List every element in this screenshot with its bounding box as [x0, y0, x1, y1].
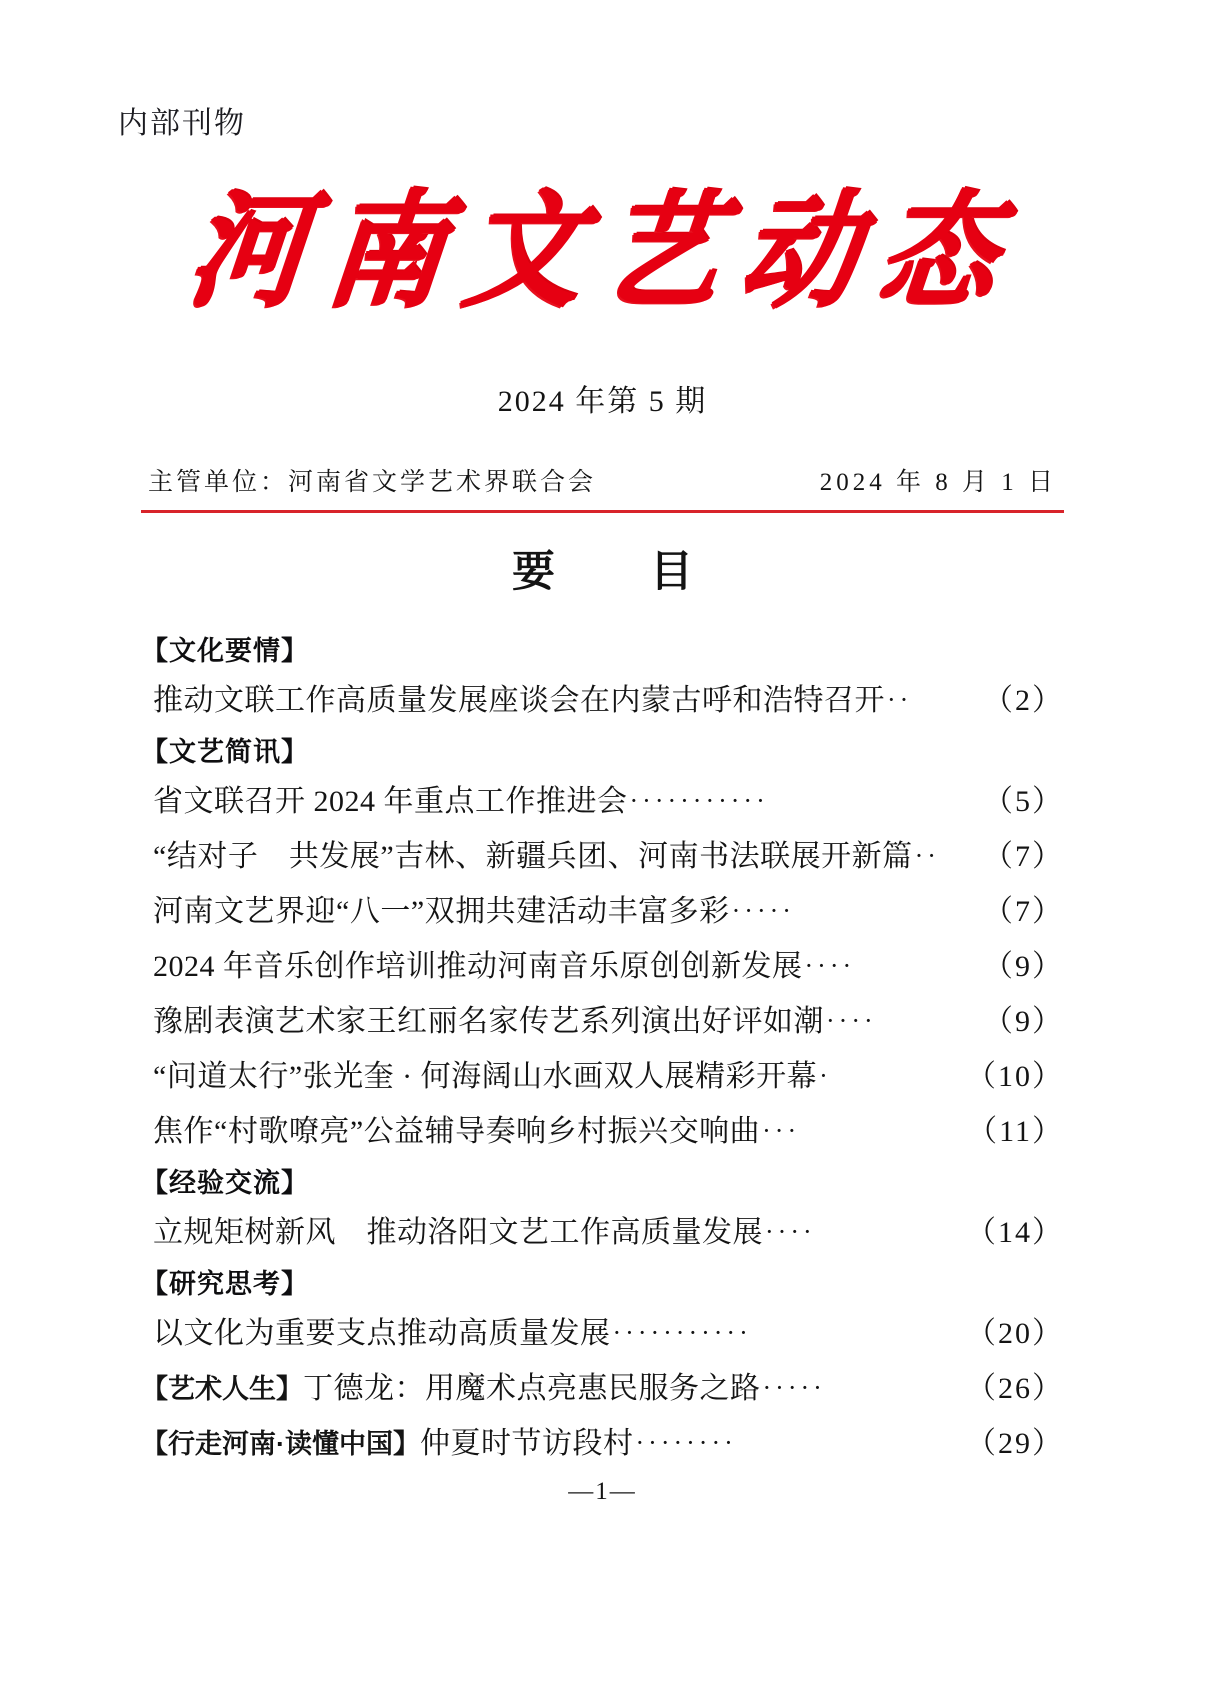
red-divider-rule [141, 510, 1064, 513]
issue-line: 2024 年第 5 期 [497, 385, 708, 418]
contents-entry-leader-dots: ····· [762, 1373, 826, 1402]
contents-entry-page-number: （5） [983, 785, 1064, 818]
contents-entry[interactable] [141, 1206, 1064, 1261]
contents-entry[interactable] [141, 1105, 1064, 1160]
contents-entry-title: 推动文联工作高质量发展座谈会在内蒙古呼和浩特召开 [153, 684, 885, 717]
contents-entry-title: 焦作“村歌嘹亮”公益辅导奏响乡村振兴交响曲 [153, 1115, 761, 1148]
contents-entry-title: 以文化为重要支点推动高质量发展 [153, 1317, 611, 1350]
contents-entry-page-number: （9） [983, 950, 1064, 983]
contents-section-header: 【文化要情】 [141, 636, 309, 666]
contents-entry-title: “问道太行”张光奎 · 何海阔山水画双人展精彩开幕 [153, 1060, 818, 1093]
contents-entry-leader-dots: ··········· [612, 1318, 752, 1347]
contents-entry-leader-dots: ········ [635, 1428, 737, 1457]
contents-entry-leader-dots: ··········· [629, 786, 769, 815]
page-number-footer: —1— [568, 1478, 637, 1505]
contents-entry-tag: 【艺术人生】 [141, 1374, 303, 1404]
publication-kicker: 内部刊物 [118, 107, 246, 140]
contents-entry-leader-dots: ···· [765, 1217, 816, 1246]
contents-section-header: 【研究思考】 [141, 1269, 309, 1299]
contents-list [141, 628, 1064, 1472]
contents-entry-page-number: （10） [966, 1060, 1064, 1093]
imprint-row [148, 462, 1057, 498]
contents-entry-page-number: （11） [967, 1115, 1064, 1148]
contents-entry[interactable] [141, 1307, 1064, 1362]
contents-entry-page-number: （29） [966, 1427, 1064, 1460]
contents-entry[interactable] [141, 1417, 1064, 1472]
masthead [0, 176, 1205, 336]
contents-entry-tag: 【行走河南·读懂中国】 [141, 1429, 420, 1459]
contents-entry-page-number: （7） [983, 895, 1064, 928]
contents-entry[interactable] [141, 674, 1064, 729]
contents-entry-title: 立规矩树新风 推动洛阳文艺工作高质量发展 [153, 1216, 763, 1249]
publication-date: 2024 年 8 月 1 日 [819, 469, 1057, 496]
contents-entry[interactable] [141, 1362, 1064, 1417]
contents-entry-page-number: （14） [966, 1216, 1064, 1249]
contents-entry-leader-dots: · [819, 1061, 832, 1090]
contents-entry-title: 2024 年音乐创作培训推动河南音乐原创创新发展 [153, 950, 803, 983]
contents-entry[interactable] [141, 775, 1064, 830]
contents-entry[interactable] [141, 885, 1064, 940]
contents-entry-title: 丁德龙：用魔术点亮惠民服务之路 [303, 1372, 761, 1405]
contents-entry-leader-dots: ··· [762, 1116, 801, 1145]
contents-section-header: 【文艺简讯】 [141, 737, 309, 767]
contents-entry[interactable] [141, 995, 1064, 1050]
contents-entry[interactable] [141, 940, 1064, 995]
contents-entry-leader-dots: ····· [731, 896, 795, 925]
contents-entry-page-number: （20） [966, 1317, 1064, 1350]
contents-entry-leader-dots: ···· [826, 1006, 877, 1035]
contents-entry-page-number: （2） [983, 684, 1064, 717]
contents-entry-leader-dots: ·· [914, 841, 940, 870]
contents-title: 要 目 [512, 549, 719, 596]
contents-entry-page-number: （26） [966, 1372, 1064, 1405]
contents-entry-title: 河南文艺界迎“八一”双拥共建活动丰富多彩 [153, 895, 730, 928]
contents-entry-page-number: （7） [983, 840, 1064, 873]
contents-entry-leader-dots: ···· [804, 951, 856, 980]
contents-entry-page-number: （9） [983, 1005, 1064, 1038]
supervisor-unit: 主管单位：河南省文学艺术界联合会 [148, 469, 597, 496]
contents-section-header: 【经验交流】 [141, 1168, 309, 1198]
contents-entry-title: “结对子 共发展”吉林、新疆兵团、河南书法联展开新篇 [153, 840, 913, 873]
contents-entry-title: 省文联召开 2024 年重点工作推进会 [153, 785, 628, 818]
contents-entry-leader-dots: ·· [887, 685, 913, 714]
masthead-title: 河南文艺动态 [180, 177, 1025, 325]
contents-entry[interactable] [141, 830, 1064, 885]
contents-entry-title: 仲夏时节访段村 [420, 1427, 634, 1460]
contents-entry[interactable] [141, 1050, 1064, 1105]
contents-entry-title: 豫剧表演艺术家王红丽名家传艺系列演出好评如潮 [153, 1005, 824, 1038]
